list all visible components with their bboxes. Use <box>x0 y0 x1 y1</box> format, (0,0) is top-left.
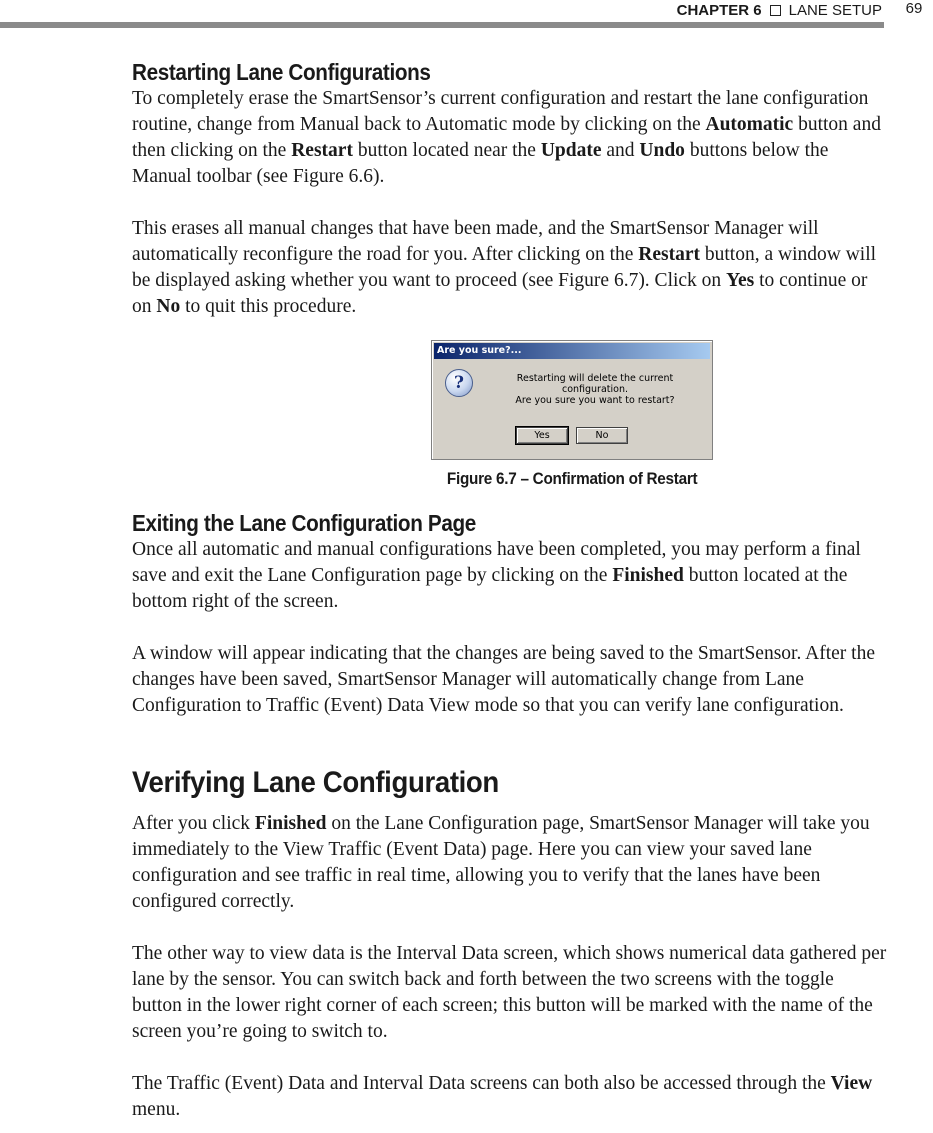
section-heading: Exiting the Lane Configuration Page <box>132 510 476 536</box>
paragraph <box>132 641 887 719</box>
text-run: button, a window will be displayed asking whether you want to proceed (see Figure 6.7). Click on <box>132 244 877 291</box>
text-run: button located at the bottom right of the screen. <box>132 565 848 612</box>
text-run: button and then clicking on the <box>132 114 881 161</box>
text-run: To completely erase the SmartSensor’s current configuration and restart the lane configuration routine, change from Manual back to Automatic mode by clicking on the <box>132 88 869 135</box>
section-label: LANE SETUP <box>788 1 882 19</box>
paragraph <box>132 537 887 615</box>
bold-term: Yes <box>726 270 755 291</box>
paragraph <box>132 811 887 915</box>
yes-button[interactable]: Yes <box>516 427 568 444</box>
bold-term: View <box>830 1073 873 1094</box>
page-content <box>132 58 887 1123</box>
bold-term: Restart <box>638 244 700 265</box>
chapter-label: CHAPTER 6 <box>676 1 762 19</box>
text-run: button located near the <box>352 140 541 161</box>
header-rule <box>0 22 884 28</box>
paragraph <box>132 216 887 320</box>
text-run: The Traffic (Event) Data and Interval Data screens can both also be accessed through the <box>132 1073 831 1094</box>
text-run: The other way to view data is the Interval Data screen, which shows numerical data gathered per lane by the sensor. You can switch back and forth between the two screens with the toggle button in the lower right corner of each screen; this button will be marked with the name of the screen you’re going to switch to. <box>132 943 887 1042</box>
figure <box>132 340 887 489</box>
running-header <box>620 0 882 20</box>
section-heading: Restarting Lane Configurations <box>132 59 431 85</box>
dialog-message <box>490 373 700 406</box>
bold-term: Finished <box>612 565 684 586</box>
text-run: to continue or on <box>132 270 868 317</box>
text-run: A window will appear indicating that the changes are being saved to the SmartSensor. After the changes have been saved, SmartSensor Manager will automatically change from Lane Configuration to Traffic (Event) Data View mode so that you can verify lane configuration. <box>132 643 875 716</box>
paragraph <box>132 1071 887 1123</box>
dialog-message-line: Restarting will delete the current configuration. <box>516 373 674 395</box>
bold-term: Automatic <box>705 114 794 135</box>
bold-term: Finished <box>254 813 327 834</box>
text-run: This erases all manual changes that have been made, and the SmartSensor Manager will automatically reconfigure the road for you. After clicking on the <box>132 218 819 265</box>
text-run: After you click <box>132 813 255 834</box>
bold-term: Restart <box>291 140 353 161</box>
bold-term: No <box>156 296 181 317</box>
text-run: to quit this procedure. <box>180 296 357 317</box>
confirm-dialog <box>431 340 713 460</box>
text-run: and <box>601 140 640 161</box>
paragraph <box>132 86 887 190</box>
text-run: Once all automatic and manual configurations have been completed, you may perform a final save and exit the Lane Configuration page by clicking on the <box>132 539 861 586</box>
question-icon: ? <box>445 369 473 397</box>
page-number: 69 <box>905 0 923 17</box>
chapter-section-heading: Verifying Lane Configuration <box>132 766 499 799</box>
figure-caption: Figure 6.7 – Confirmation of Restart <box>446 469 698 488</box>
separator-box-icon <box>770 5 781 16</box>
text-run: on the Lane Configuration page, SmartSensor Manager will take you immediately to the View Traffic (Event Data) page. Here you can view your saved lane configuration and see traffic in real time, allowing you to verify that the lanes have been configured correctly. <box>132 813 870 912</box>
text-run: menu. <box>132 1099 181 1120</box>
no-button[interactable]: No <box>576 427 628 444</box>
bold-term: Update <box>540 140 602 161</box>
text-run: buttons below the Manual toolbar (see Figure 6.6). <box>132 140 829 187</box>
bold-term: Undo <box>639 140 685 161</box>
paragraph <box>132 941 887 1045</box>
dialog-message-line: Are you sure you want to restart? <box>515 395 675 406</box>
dialog-title: Are you sure?... <box>434 343 710 359</box>
